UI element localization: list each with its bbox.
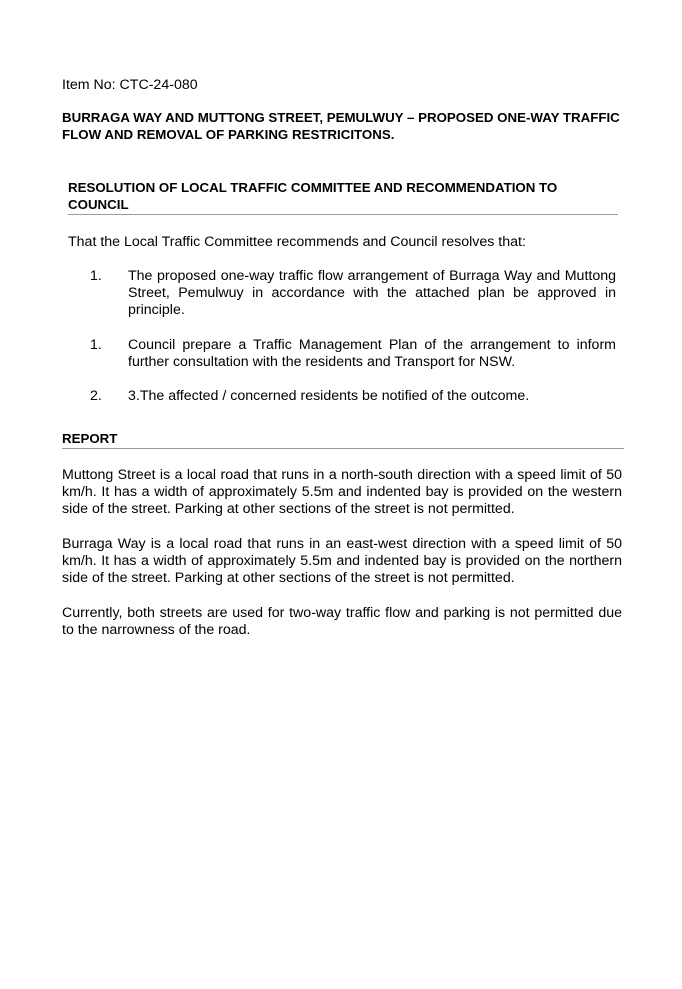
recommendation-text: The proposed one-way traffic flow arrangement of Burraga Way and Muttong Street, Pemulwuy in accordance with the attached plan be approved in principle.: [128, 268, 616, 318]
recommendation-number: 2.: [90, 388, 102, 404]
report-paragraph: Burraga Way is a local road that runs in an east-west direction with a speed limit of 50 km/h. It has a width of approximately 5.5m and indented bay is provided on the northern side of the street. Parking at other sections of the street is not permitted.: [62, 536, 622, 586]
recommendation-number: 1.: [90, 268, 102, 284]
recommendation-text: 3.The affected / concerned residents be notified of the outcome.: [128, 388, 530, 404]
report-paragraph: Muttong Street is a local road that runs in a north-south direction with a speed limit of 50 km/h. It has a width of approximately 5.5m and indented bay is provided on the western side of the street. Parking at other sections of the street is not permitted.: [62, 467, 622, 517]
item-number: Item No: CTC-24-080: [62, 77, 198, 93]
recommendation-text: Council prepare a Traffic Management Plan of the arrangement to inform further consultation with the residents and Transport for NSW.: [128, 337, 616, 370]
recommendation-number: 1.: [90, 337, 102, 353]
report-paragraph: Currently, both streets are used for two-way traffic flow and parking is not permitted due to the narrowness of the road.: [62, 605, 622, 638]
document-title: BURRAGA WAY AND MUTTONG STREET, PEMULWUY – PROPOSED ONE-WAY TRAFFIC FLOW AND REMOVAL OF PARKING RESTRICITONS.: [62, 110, 620, 142]
resolution-intro: That the Local Traffic Committee recommends and Council resolves that:: [68, 234, 526, 250]
report-heading: REPORT: [62, 430, 624, 449]
resolution-heading: RESOLUTION OF LOCAL TRAFFIC COMMITTEE AND RECOMMENDATION TO COUNCIL: [68, 179, 618, 215]
